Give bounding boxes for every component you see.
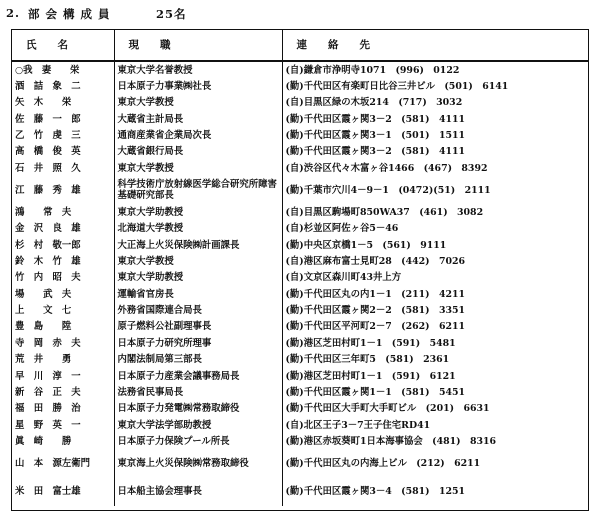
header-contact: 連 絡 先 (282, 30, 588, 61)
member-name: 乙 竹 虔 三 (12, 127, 114, 143)
member-contact: (自)渋谷区代々木富ヶ谷1466 (467) 8392 (285, 162, 488, 174)
member-contact: (勤)千代田区丸の内海上ビル (212) 6211 (285, 458, 481, 470)
member-contact: (勤)港区芝田村町1－1 (591) 5481 (285, 337, 456, 349)
table-row (12, 368, 588, 384)
member-position: 北海道大学教授 (114, 221, 282, 237)
table-row (12, 319, 588, 335)
table-row (12, 111, 588, 127)
member-position: 日本船主協会理事長 (114, 478, 282, 506)
member-contact: (勤)千代田区三年町5 (581) 2361 (285, 354, 450, 366)
table-row (12, 335, 588, 351)
table-row (12, 450, 588, 478)
member-position: 大蔵省銀行局長 (114, 144, 282, 160)
member-contact: (勤)港区赤坂葵町1日本海事協会 (481) 8316 (285, 435, 497, 447)
member-contact: (自)北区王子3－7王子住宅RD41 (285, 419, 431, 431)
member-name: 寺 岡 赤 夫 (12, 335, 114, 351)
table-row (12, 78, 588, 94)
member-name: 高 橋 俊 英 (12, 144, 114, 160)
member-name: 山 本 源左衛門 (12, 450, 114, 478)
member-position: 通商産業省企業局次長 (114, 127, 282, 143)
member-contact: (勤)千代田区有楽町日比谷三井ビル (501) 6141 (285, 81, 509, 93)
member-position: 外務省国際連合局長 (114, 302, 282, 318)
member-name: 荒 井 勇 (12, 352, 114, 368)
member-position: 日本原子力保険プール所長 (114, 433, 282, 449)
table-row (12, 433, 588, 449)
member-contact: (勤)千代田区大手町大手町ビル (201) 6631 (285, 403, 490, 415)
member-position: 原子燃料公社副理事長 (114, 319, 282, 335)
member-position: 内閣法制局第三部長 (114, 352, 282, 368)
table-row (12, 144, 588, 160)
member-contact: (自)目黒区駒場町850WA37 (461) 3082 (285, 207, 484, 219)
member-name: 石 井 照 久 (12, 160, 114, 176)
member-contact: (自)杉並区阿佐ヶ谷5－46 (285, 223, 399, 235)
table-row (12, 417, 588, 433)
table-row (12, 160, 588, 176)
table-row (12, 352, 588, 368)
member-table-frame (11, 29, 589, 511)
member-name: 金 沢 良 雄 (12, 221, 114, 237)
member-name: 鈴 木 竹 雄 (12, 253, 114, 269)
member-position: 大蔵省主計局長 (114, 111, 282, 127)
table-row (12, 176, 588, 204)
table-row (12, 221, 588, 237)
member-position: 日本原子力研究所理事 (114, 335, 282, 351)
member-position: 日本原子力事業㈱社長 (114, 78, 282, 94)
member-contact: (勤)千代田区霞ヶ関3－1 (501) 1511 (285, 130, 466, 142)
header-title: 現 職 (114, 30, 282, 61)
member-contact: (勤)千葉市穴川4－9－1 (0472)(51) 2111 (285, 184, 491, 196)
member-position: 東京大学教授 (114, 95, 282, 111)
table-row (12, 237, 588, 253)
member-position: 東京大学名誉教授 (114, 61, 282, 78)
section-title: 部 会 構 成 員 (28, 7, 111, 21)
member-contact: (勤)千代田区霞ヶ関2－2 (581) 3351 (285, 305, 466, 317)
member-name: 豊 島 陞 (12, 319, 114, 335)
member-position: 大正海上火災保険㈱計画課長 (114, 237, 282, 253)
table-row (12, 204, 588, 220)
member-contact: (勤)港区芝田村町1－1 (591) 6121 (285, 370, 456, 382)
member-contact: (勤)千代田区霞ヶ関1－1 (581) 5451 (285, 386, 466, 398)
member-position: 東京大学助教授 (114, 270, 282, 286)
member-table (12, 30, 588, 506)
table-row (12, 270, 588, 286)
member-name: 江 藤 秀 雄 (12, 176, 114, 204)
member-contact: (勤)千代田区霞ヶ関3－2 (581) 4111 (285, 146, 466, 158)
section-heading (6, 6, 187, 22)
member-position: 日本原子力産業会議事務局長 (114, 368, 282, 384)
member-contact: (自)文京区森川町43井上方 (285, 272, 402, 284)
member-name: 上 文 七 (12, 302, 114, 318)
table-row (12, 95, 588, 111)
member-contact: (勤)千代田区霞ヶ関3－2 (581) 4111 (285, 113, 466, 125)
member-name: 場 武 夫 (12, 286, 114, 302)
member-contact: (勤)千代田区丸の内1－1 (211) 4211 (285, 288, 466, 300)
table-row (12, 302, 588, 318)
member-name: 星 野 英 一 (12, 417, 114, 433)
member-name: 鴻 常 夫 (12, 204, 114, 220)
member-rows (12, 61, 588, 506)
member-name: 米 田 富士雄 (12, 478, 114, 506)
member-contact: (自)港区麻布富士見町28 (442) 7026 (285, 256, 466, 268)
header-name: 氏 名 (12, 30, 114, 61)
member-name: 眞 崎 勝 (12, 433, 114, 449)
member-name: 早 川 淳 一 (12, 368, 114, 384)
member-name: 佐 藤 一 郎 (12, 111, 114, 127)
member-position: 法務省民事局長 (114, 384, 282, 400)
member-count: 25名 (156, 7, 187, 21)
table-row (12, 253, 588, 269)
member-contact: (勤)千代田区平河町2－7 (262) 6211 (285, 321, 466, 333)
member-contact: (勤)千代田区霞ヶ関3－4 (581) 1251 (285, 486, 466, 498)
member-name: 酒 詰 象 二 (12, 78, 114, 94)
member-position: 運輸省官房長 (114, 286, 282, 302)
table-row (12, 127, 588, 143)
member-name: 矢 木 栄 (12, 95, 114, 111)
table-row (12, 61, 588, 78)
table-row (12, 401, 588, 417)
member-position: 日本原子力発電㈱常務取締役 (114, 401, 282, 417)
member-contact: (勤)中央区京橋1－5 (561) 9111 (285, 239, 447, 251)
member-name: 新 谷 正 夫 (12, 384, 114, 400)
member-name: ○我 妻 栄 (12, 61, 114, 78)
member-position: 東京大学法学部助教授 (114, 417, 282, 433)
member-position: 東京大学教授 (114, 253, 282, 269)
table-row (12, 384, 588, 400)
section-number: 2. (6, 6, 21, 20)
member-name: 竹 内 昭 夫 (12, 270, 114, 286)
member-position: 東京大学教授 (114, 160, 282, 176)
member-contact: (自)鎌倉市浄明寺1071 (996) 0122 (285, 64, 460, 76)
member-contact: (自)目黒区緑の木坂214 (717) 3032 (285, 97, 463, 109)
member-name: 杉 村 敬一郎 (12, 237, 114, 253)
member-position: 科学技術庁放射線医学総合研究所障害基礎研究部長 (114, 176, 282, 204)
table-row (12, 478, 588, 506)
member-position: 東京海上火災保険㈱常務取締役 (114, 450, 282, 478)
member-position: 東京大学助教授 (114, 204, 282, 220)
member-name: 福 田 勝 治 (12, 401, 114, 417)
table-header-row (12, 30, 588, 61)
table-row (12, 286, 588, 302)
